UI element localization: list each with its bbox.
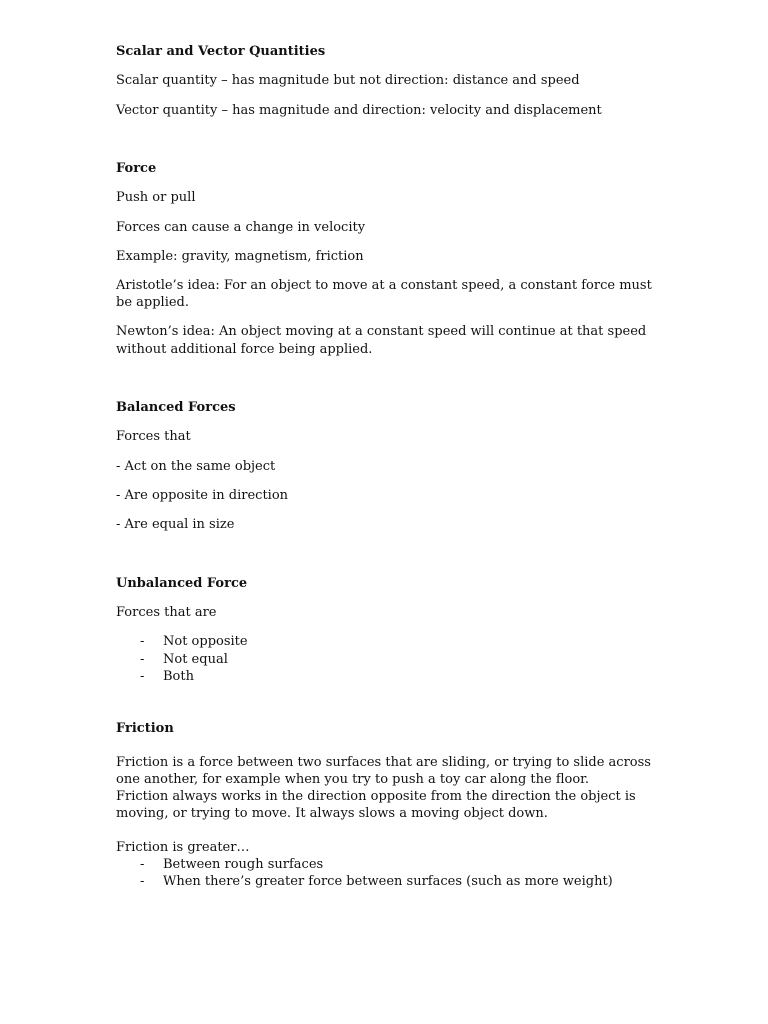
unbalanced-item: Not equal bbox=[163, 652, 228, 667]
balanced-intro: Forces that bbox=[116, 429, 191, 444]
list-bullet: - bbox=[140, 874, 145, 889]
unbalanced-item: Not opposite bbox=[163, 634, 248, 649]
vector-definition: Vector quantity – has magnitude and direction: velocity and displacement bbox=[116, 103, 602, 118]
list-bullet: - bbox=[140, 634, 145, 649]
heading-unbalanced-force: Unbalanced Force bbox=[116, 576, 248, 591]
friction-greater-item: Between rough surfaces bbox=[163, 857, 324, 872]
heading-force: Force bbox=[116, 161, 157, 176]
force-line-velocity: Forces can cause a change in velocity bbox=[116, 220, 366, 235]
list-bullet: - bbox=[140, 857, 145, 872]
unbalanced-item: Both bbox=[163, 669, 194, 684]
scalar-definition: Scalar quantity – has magnitude but not direction: distance and speed bbox=[116, 73, 580, 88]
balanced-item: - Are equal in size bbox=[116, 517, 235, 532]
friction-paragraph-line: moving, or trying to move. It always slows a moving object down. bbox=[116, 806, 548, 821]
heading-friction: Friction bbox=[116, 721, 174, 736]
friction-paragraph-line: Friction always works in the direction opposite from the direction the object is bbox=[116, 789, 636, 804]
newton-idea-line-2: without additional force being applied. bbox=[116, 342, 373, 357]
heading-balanced-forces: Balanced Forces bbox=[116, 400, 236, 415]
aristotle-idea-line-2: be applied. bbox=[116, 295, 190, 310]
list-bullet: - bbox=[140, 669, 145, 684]
friction-greater-item: When there’s greater force between surfaces (such as more weight) bbox=[163, 874, 613, 889]
unbalanced-intro: Forces that are bbox=[116, 605, 217, 620]
newton-idea-line-1: Newton’s idea: An object moving at a constant speed will continue at that speed bbox=[116, 324, 647, 339]
aristotle-idea-line-1: Aristotle’s idea: For an object to move at a constant speed, a constant force must bbox=[116, 278, 652, 293]
balanced-item: - Act on the same object bbox=[116, 459, 276, 474]
balanced-item: - Are opposite in direction bbox=[116, 488, 289, 503]
friction-paragraph-line: one another, for example when you try to push a toy car along the floor. bbox=[116, 772, 590, 787]
heading-scalar-vector: Scalar and Vector Quantities bbox=[116, 44, 326, 59]
force-line-push-pull: Push or pull bbox=[116, 190, 196, 205]
friction-greater-intro: Friction is greater… bbox=[116, 840, 250, 855]
force-line-example: Example: gravity, magnetism, friction bbox=[116, 249, 364, 264]
friction-paragraph-line: Friction is a force between two surfaces that are sliding, or trying to slide across bbox=[116, 755, 651, 770]
list-bullet: - bbox=[140, 652, 145, 667]
